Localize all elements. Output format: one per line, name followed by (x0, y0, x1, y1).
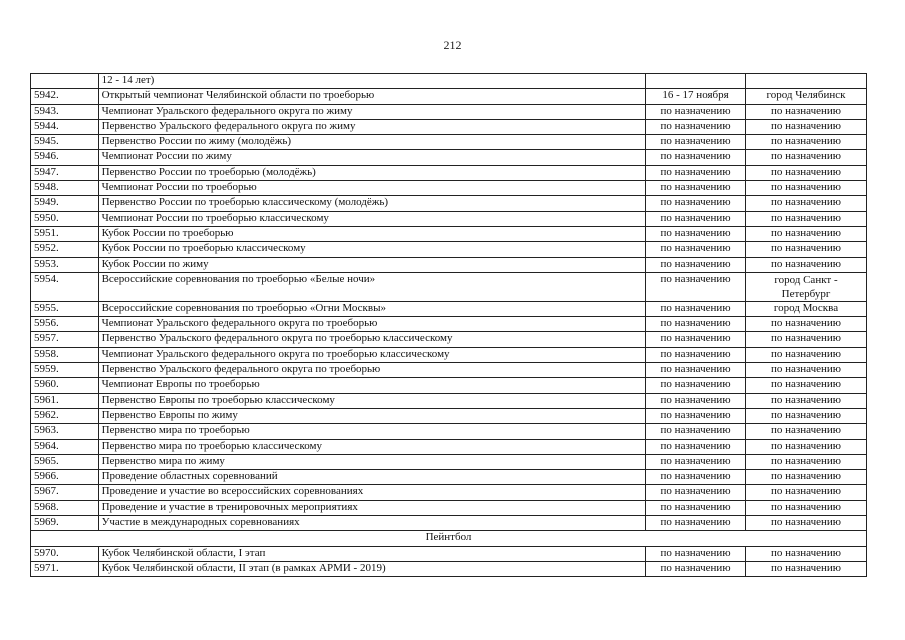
place-cell: город Челябинск (745, 89, 866, 104)
place-cell: по назначению (745, 317, 866, 332)
row-number-cell: 5963. (31, 424, 99, 439)
date-cell: по назначению (646, 470, 746, 485)
place-cell: по назначению (745, 378, 866, 393)
row-number-cell: 5959. (31, 363, 99, 378)
place-cell: по назначению (745, 516, 866, 531)
table-row (31, 378, 867, 393)
table-row (31, 301, 867, 316)
date-cell: по назначению (646, 439, 746, 454)
date-cell: по назначению (646, 257, 746, 272)
place-cell: по назначению (745, 150, 866, 165)
table-row (31, 347, 867, 362)
date-cell: по назначению (646, 317, 746, 332)
row-number-cell: 5967. (31, 485, 99, 500)
table-row (31, 242, 867, 257)
event-name-cell: Первенство Европы по жиму (98, 408, 646, 423)
table-row (31, 211, 867, 226)
event-name-cell: Чемпионат Уральского федерального округа по троеборью классическому (98, 347, 646, 362)
event-name-cell: Первенство России по троеборью (молодёжь) (98, 165, 646, 180)
place-cell: по назначению (745, 104, 866, 119)
place-cell: по назначению (745, 439, 866, 454)
table-row (31, 516, 867, 531)
row-number-cell: 5953. (31, 257, 99, 272)
event-name-cell: Открытый чемпионат Челябинской области по троеборью (98, 89, 646, 104)
event-name-cell: Чемпионат России по жиму (98, 150, 646, 165)
event-name-cell: Кубок России по троеборью (98, 226, 646, 241)
row-number-cell: 5970. (31, 546, 99, 561)
date-cell: по назначению (646, 242, 746, 257)
event-name-cell: Участие в международных соревнованиях (98, 516, 646, 531)
event-name-cell: Всероссийские соревнования по троеборью «Огни Москвы» (98, 301, 646, 316)
event-name-cell: Чемпионат России по троеборью (98, 181, 646, 196)
date-cell: по назначению (646, 363, 746, 378)
event-name-cell: Первенство Европы по троеборью классическому (98, 393, 646, 408)
table-row (31, 181, 867, 196)
place-cell: по назначению (745, 408, 866, 423)
event-name-cell: Первенство мира по троеборью классическому (98, 439, 646, 454)
table-row (31, 104, 867, 119)
row-number-cell: 5946. (31, 150, 99, 165)
table-row (31, 317, 867, 332)
date-cell: по назначению (646, 104, 746, 119)
table-row (31, 119, 867, 134)
table-row (31, 363, 867, 378)
place-cell: по назначению (745, 196, 866, 211)
row-number-cell: 5948. (31, 181, 99, 196)
date-cell: по назначению (646, 211, 746, 226)
event-name-cell: Чемпионат Уральского федерального округа по троеборью (98, 317, 646, 332)
date-cell: по назначению (646, 165, 746, 180)
event-name-cell: Первенство Уральского федерального округа по троеборью классическому (98, 332, 646, 347)
place-cell: по назначению (745, 363, 866, 378)
row-number-cell: 5962. (31, 408, 99, 423)
event-name-cell: Кубок Челябинской области, I этап (98, 546, 646, 561)
event-name-cell: Проведение и участие во всероссийских соревнованиях (98, 485, 646, 500)
place-cell: по назначению (745, 119, 866, 134)
page-number: 212 (443, 38, 462, 52)
place-cell: по назначению (745, 165, 866, 180)
table-row (31, 257, 867, 272)
place-cell: по назначению (745, 347, 866, 362)
row-number-cell: 5952. (31, 242, 99, 257)
place-cell: по назначению (745, 257, 866, 272)
event-name-cell: Кубок Челябинской области, II этап (в рамках АРМИ - 2019) (98, 561, 646, 576)
event-name-cell: Чемпионат Уральского федерального округа по жиму (98, 104, 646, 119)
event-name-cell: Первенство Уральского федерального округа по жиму (98, 119, 646, 134)
date-cell: по назначению (646, 546, 746, 561)
table-row (31, 272, 867, 301)
date-cell: по назначению (646, 226, 746, 241)
table-row (31, 470, 867, 485)
table-row (31, 332, 867, 347)
place-cell: по назначению (745, 135, 866, 150)
place-cell: город Санкт - Петербург (745, 272, 866, 301)
row-number-cell: 5958. (31, 347, 99, 362)
place-cell: по назначению (745, 546, 866, 561)
event-name-cell: Чемпионат Европы по троеборью (98, 378, 646, 393)
row-number-cell: 5942. (31, 89, 99, 104)
row-number-cell: 5969. (31, 516, 99, 531)
row-number-cell: 5968. (31, 500, 99, 515)
place-cell: по назначению (745, 393, 866, 408)
table-row (31, 165, 867, 180)
date-cell: по назначению (646, 119, 746, 134)
row-number-cell: 5956. (31, 317, 99, 332)
date-cell: 16 - 17 ноября (646, 89, 746, 104)
table-row (31, 439, 867, 454)
event-name-cell: Чемпионат России по троеборью классическому (98, 211, 646, 226)
row-number-cell: 5951. (31, 226, 99, 241)
place-cell: по назначению (745, 226, 866, 241)
row-number-cell: 5949. (31, 196, 99, 211)
place-cell: по назначению (745, 454, 866, 469)
place-cell: по назначению (745, 242, 866, 257)
date-cell: по назначению (646, 408, 746, 423)
event-name-cell: Кубок России по троеборью классическому (98, 242, 646, 257)
table-row (31, 454, 867, 469)
row-number-cell: 5966. (31, 470, 99, 485)
date-cell: по назначению (646, 454, 746, 469)
date-cell: по назначению (646, 332, 746, 347)
row-number-cell: 5961. (31, 393, 99, 408)
date-cell: по назначению (646, 181, 746, 196)
event-name-cell: Кубок России по жиму (98, 257, 646, 272)
table-row (31, 196, 867, 211)
row-number-cell: 5960. (31, 378, 99, 393)
section-header-row (31, 531, 867, 546)
place-cell: город Москва (745, 301, 866, 316)
row-number-cell: 5957. (31, 332, 99, 347)
row-number-cell: 5964. (31, 439, 99, 454)
row-number-cell: 5947. (31, 165, 99, 180)
event-name-cell: 12 - 14 лет) (98, 74, 646, 89)
date-cell: по назначению (646, 378, 746, 393)
row-number-cell: 5955. (31, 301, 99, 316)
table-row (31, 393, 867, 408)
event-name-cell: Первенство Уральского федерального округа по троеборью (98, 363, 646, 378)
date-cell: по назначению (646, 272, 746, 301)
table-row (31, 150, 867, 165)
table-row (31, 135, 867, 150)
row-number-cell: 5943. (31, 104, 99, 119)
place-cell: по назначению (745, 332, 866, 347)
table-row (31, 408, 867, 423)
date-cell: по назначению (646, 393, 746, 408)
event-name-cell: Первенство мира по троеборью (98, 424, 646, 439)
row-number-cell: 5945. (31, 135, 99, 150)
row-number-cell (31, 74, 99, 89)
row-number-cell: 5950. (31, 211, 99, 226)
place-cell: по назначению (745, 181, 866, 196)
place-cell: по назначению (745, 500, 866, 515)
date-cell: по назначению (646, 150, 746, 165)
table-row (31, 74, 867, 89)
date-cell: по назначению (646, 301, 746, 316)
date-cell: по назначению (646, 196, 746, 211)
row-number-cell: 5954. (31, 272, 99, 301)
table-row (31, 424, 867, 439)
table-row (31, 546, 867, 561)
table-row (31, 226, 867, 241)
date-cell: по назначению (646, 500, 746, 515)
date-cell: по назначению (646, 485, 746, 500)
place-cell: по назначению (745, 470, 866, 485)
section-header: Пейнтбол (31, 531, 867, 546)
event-name-cell: Всероссийские соревнования по троеборью «Белые ночи» (98, 272, 646, 301)
table-row (31, 89, 867, 104)
date-cell: по назначению (646, 135, 746, 150)
table-row (31, 561, 867, 576)
event-name-cell: Первенство мира по жиму (98, 454, 646, 469)
event-name-cell: Проведение и участие в тренировочных мероприятиях (98, 500, 646, 515)
event-name-cell: Первенство России по жиму (молодёжь) (98, 135, 646, 150)
place-cell: по назначению (745, 211, 866, 226)
date-cell (646, 74, 746, 89)
place-cell: по назначению (745, 424, 866, 439)
events-table (30, 73, 867, 577)
row-number-cell: 5965. (31, 454, 99, 469)
date-cell: по назначению (646, 347, 746, 362)
event-name-cell: Первенство России по троеборью классическому (молодёжь) (98, 196, 646, 211)
table-row (31, 485, 867, 500)
table-row (31, 500, 867, 515)
place-cell: по назначению (745, 561, 866, 576)
row-number-cell: 5971. (31, 561, 99, 576)
date-cell: по назначению (646, 424, 746, 439)
place-cell (745, 74, 866, 89)
event-name-cell: Проведение областных соревнований (98, 470, 646, 485)
row-number-cell: 5944. (31, 119, 99, 134)
date-cell: по назначению (646, 516, 746, 531)
date-cell: по назначению (646, 561, 746, 576)
place-cell: по назначению (745, 485, 866, 500)
